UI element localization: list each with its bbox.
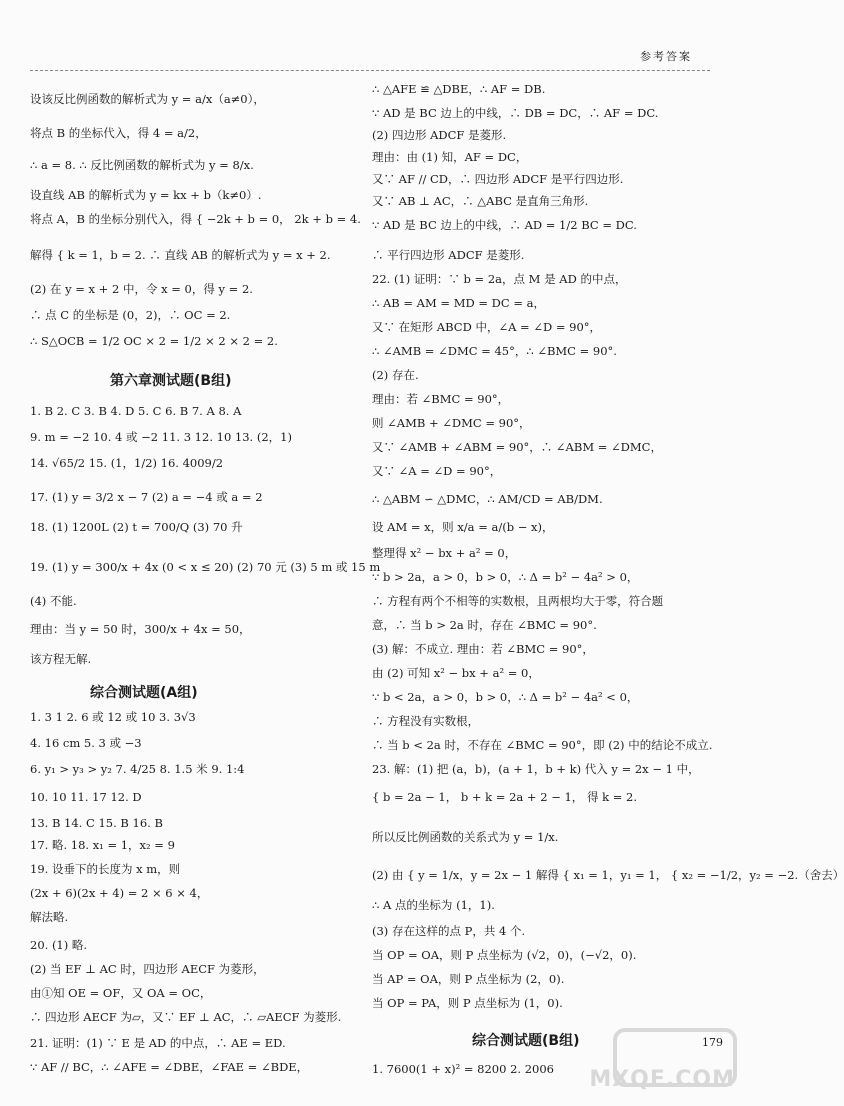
answer-line: 设该反比例函数的解析式为 y = a/x（a≠0），	[30, 92, 265, 106]
answer-line: ∴ 四边形 AECF 为▱，又∵ EF ⊥ AC，∴ ▱AECF 为菱形.	[30, 1010, 342, 1024]
answer-line: 1. B 2. C 3. B 4. D 5. C 6. B 7. A 8. A	[30, 404, 242, 418]
answer-line: 则 ∠AMB + ∠DMC = 90°，	[372, 416, 531, 430]
answer-line: ∵ b > 2a，a > 0，b > 0，∴ Δ = b² − 4a² > 0，	[372, 570, 639, 584]
answer-line: ∴ △ABM ∽ △DMC，∴ AM/CD = AB/DM.	[372, 492, 603, 506]
answer-line: 23. 解：(1) 把 (a，b)，(a + 1，b + k) 代入 y = 2x − 1 中，	[372, 762, 700, 776]
answer-line: 14. √65/2 15. (1，1/2) 16. 4009/2	[30, 456, 224, 470]
answer-line: 当 OP = OA，则 P 点坐标为 (√2，0)，(−√2，0).	[372, 948, 637, 962]
answer-line: 设直线 AB 的解析式为 y = kx + b（k≠0）.	[30, 188, 262, 202]
answer-line: 又∵ AF // CD，∴ 四边形 ADCF 是平行四边形.	[372, 172, 624, 186]
answer-line: 由①知 OE = OF，又 OA = OC，	[30, 986, 212, 1000]
answer-line: 13. B 14. C 15. B 16. B	[30, 816, 163, 830]
answer-line: ∴ A 点的坐标为 (1，1).	[372, 898, 495, 912]
answer-line: ∴ AB = AM = MD = DC = a，	[372, 296, 545, 310]
answer-line: ∴ 平行四边形 ADCF 是菱形.	[372, 248, 525, 262]
section-title: 综合测试题(B组)	[472, 1033, 580, 1049]
answer-line: 整理得 x² − bx + a² = 0，	[372, 546, 517, 560]
answer-line: 将点 A，B 的坐标分别代入，得 { −2k + b = 0， 2k + b = 4.	[30, 212, 361, 226]
answer-line: 19. (1) y = 300/x + 4x (0 < x ≤ 20) (2) 70 元 (3) 5 m 或 15 m	[30, 560, 381, 574]
answer-line: 又∵ ∠A = ∠D = 90°，	[372, 464, 502, 478]
answer-line: 18. (1) 1200L (2) t = 700/Q (3) 70 升	[30, 520, 243, 534]
answer-line: ∴ △AFE ≌ △DBE，∴ AF = DB.	[372, 82, 546, 96]
answer-line: 又∵ 在矩形 ABCD 中，∠A = ∠D = 90°，	[372, 320, 602, 334]
answer-line: 17. 略. 18. x₁ = 1，x₂ = 9	[30, 838, 175, 852]
answer-line: (2x + 6)(2x + 4) = 2 × 6 × 4，	[30, 886, 209, 900]
answer-line: ∴ S△OCB = 1/2 OC × 2 = 1/2 × 2 × 2 = 2.	[30, 334, 278, 348]
answer-line: 又∵ AB ⊥ AC，∴ △ABC 是直角三角形.	[372, 194, 589, 208]
answer-line: ∵ AF // BC，∴ ∠AFE = ∠DBE，∠FAE = ∠BDE，	[30, 1060, 309, 1074]
answer-line: ∴ 当 b < 2a 时，不存在 ∠BMC = 90°，即 (2) 中的结论不成立.	[372, 738, 713, 752]
answer-line: 当 AP = OA，则 P 点坐标为 (2，0).	[372, 972, 565, 986]
answer-line: (2) 四边形 ADCF 是菱形.	[372, 128, 507, 142]
answer-line: (3) 解：不成立. 理由：若 ∠BMC = 90°，	[372, 642, 594, 656]
header-rule	[30, 70, 710, 71]
answer-line: 理由：当 y = 50 时，300/x + 4x = 50，	[30, 622, 251, 636]
answer-line: 1. 7600(1 + x)² = 8200 2. 2006	[372, 1062, 554, 1076]
answer-line: 当 OP = PA，则 P 点坐标为 (1，0).	[372, 996, 563, 1010]
answer-line: 9. m = −2 10. 4 或 −2 11. 3 12. 10 13. (2，1)	[30, 430, 292, 444]
answer-line: 又∵ ∠AMB + ∠ABM = 90°，∴ ∠ABM = ∠DMC，	[372, 440, 662, 454]
answer-line: (2) 由 { y = 1/x，y = 2x − 1 解得 { x₁ = 1，y₁ = 1， { x₂ = −1/2，y₂ = −2.（舍去）	[372, 868, 844, 882]
answer-line: 解得 { k = 1，b = 2. ∴ 直线 AB 的解析式为 y = x + 2.	[30, 248, 331, 262]
answer-line: ∴ a = 8. ∴ 反比例函数的解析式为 y = 8/x.	[30, 158, 254, 172]
answer-line: 理由：若 ∠BMC = 90°，	[372, 392, 510, 406]
answer-line: 解法略.	[30, 910, 69, 924]
answer-line: (2) 当 EF ⊥ AC 时，四边形 AECF 为菱形，	[30, 962, 265, 976]
answer-line: 理由：由 (1) 知，AF = DC，	[372, 150, 528, 164]
answer-line: 所以反比例函数的关系式为 y = 1/x.	[372, 830, 559, 844]
answer-line: 17. (1) y = 3/2 x − 7 (2) a = −4 或 a = 2	[30, 490, 263, 504]
page-number: 179	[702, 1036, 723, 1049]
answer-line: 4. 16 cm 5. 3 或 −3	[30, 736, 142, 750]
answer-line: ∴ 方程没有实数根，	[372, 714, 480, 728]
answer-line: 1. 3 1 2. 6 或 12 或 10 3. 3√3	[30, 710, 196, 724]
answer-line: 20. (1) 略.	[30, 938, 88, 952]
section-title: 综合测试题(A组)	[90, 685, 198, 701]
answer-line: { b = 2a − 1， b + k = 2a + 2 − 1， 得 k = 2.	[372, 790, 637, 804]
answer-line: 22. (1) 证明：∵ b = 2a，点 M 是 AD 的中点，	[372, 272, 627, 286]
answer-line: (2) 存在.	[372, 368, 419, 382]
answer-line: 该方程无解.	[30, 652, 92, 666]
running-header: 参考答案	[640, 50, 692, 63]
answer-line: 意，∴ 当 b > 2a 时，存在 ∠BMC = 90°.	[372, 618, 597, 632]
answer-line: ∴ ∠AMB = ∠DMC = 45°，∴ ∠BMC = 90°.	[372, 344, 617, 358]
answer-line: 10. 10 11. 17 12. D	[30, 790, 142, 804]
answer-line: ∴ 方程有两个不相等的实数根，且两根均大于零，符合题	[372, 594, 664, 608]
answer-line: 6. y₁ > y₃ > y₂ 7. 4/25 8. 1.5 米 9. 1:4	[30, 762, 245, 776]
answer-line: 将点 B 的坐标代入，得 4 = a/2，	[30, 126, 207, 140]
watermark-text: MXQE.COM	[589, 1067, 735, 1092]
answer-line: ∵ b < 2a，a > 0，b > 0，∴ Δ = b² − 4a² < 0，	[372, 690, 639, 704]
answer-line: 设 AM = x，则 x/a = a/(b − x)，	[372, 520, 554, 534]
answer-line: 由 (2) 可知 x² − bx + a² = 0，	[372, 666, 540, 680]
answer-line: (2) 在 y = x + 2 中，令 x = 0，得 y = 2.	[30, 282, 253, 296]
answer-line: 21. 证明：(1) ∵ E 是 AD 的中点，∴ AE = ED.	[30, 1036, 286, 1050]
answer-line: 19. 设垂下的长度为 x m，则	[30, 862, 181, 876]
answer-line: ∵ AD 是 BC 边上的中线，∴ DB = DC，∴ AF = DC.	[372, 106, 659, 120]
watermark-logo	[589, 1010, 745, 1100]
answer-line: (3) 存在这样的点 P，共 4 个.	[372, 924, 526, 938]
section-title: 第六章测试题(B组)	[110, 373, 232, 389]
answer-line: ∵ AD 是 BC 边上的中线，∴ AD = 1/2 BC = DC.	[372, 218, 637, 232]
answer-line: (4) 不能.	[30, 594, 77, 608]
answer-line: ∴ 点 C 的坐标是 (0，2)，∴ OC = 2.	[30, 308, 231, 322]
